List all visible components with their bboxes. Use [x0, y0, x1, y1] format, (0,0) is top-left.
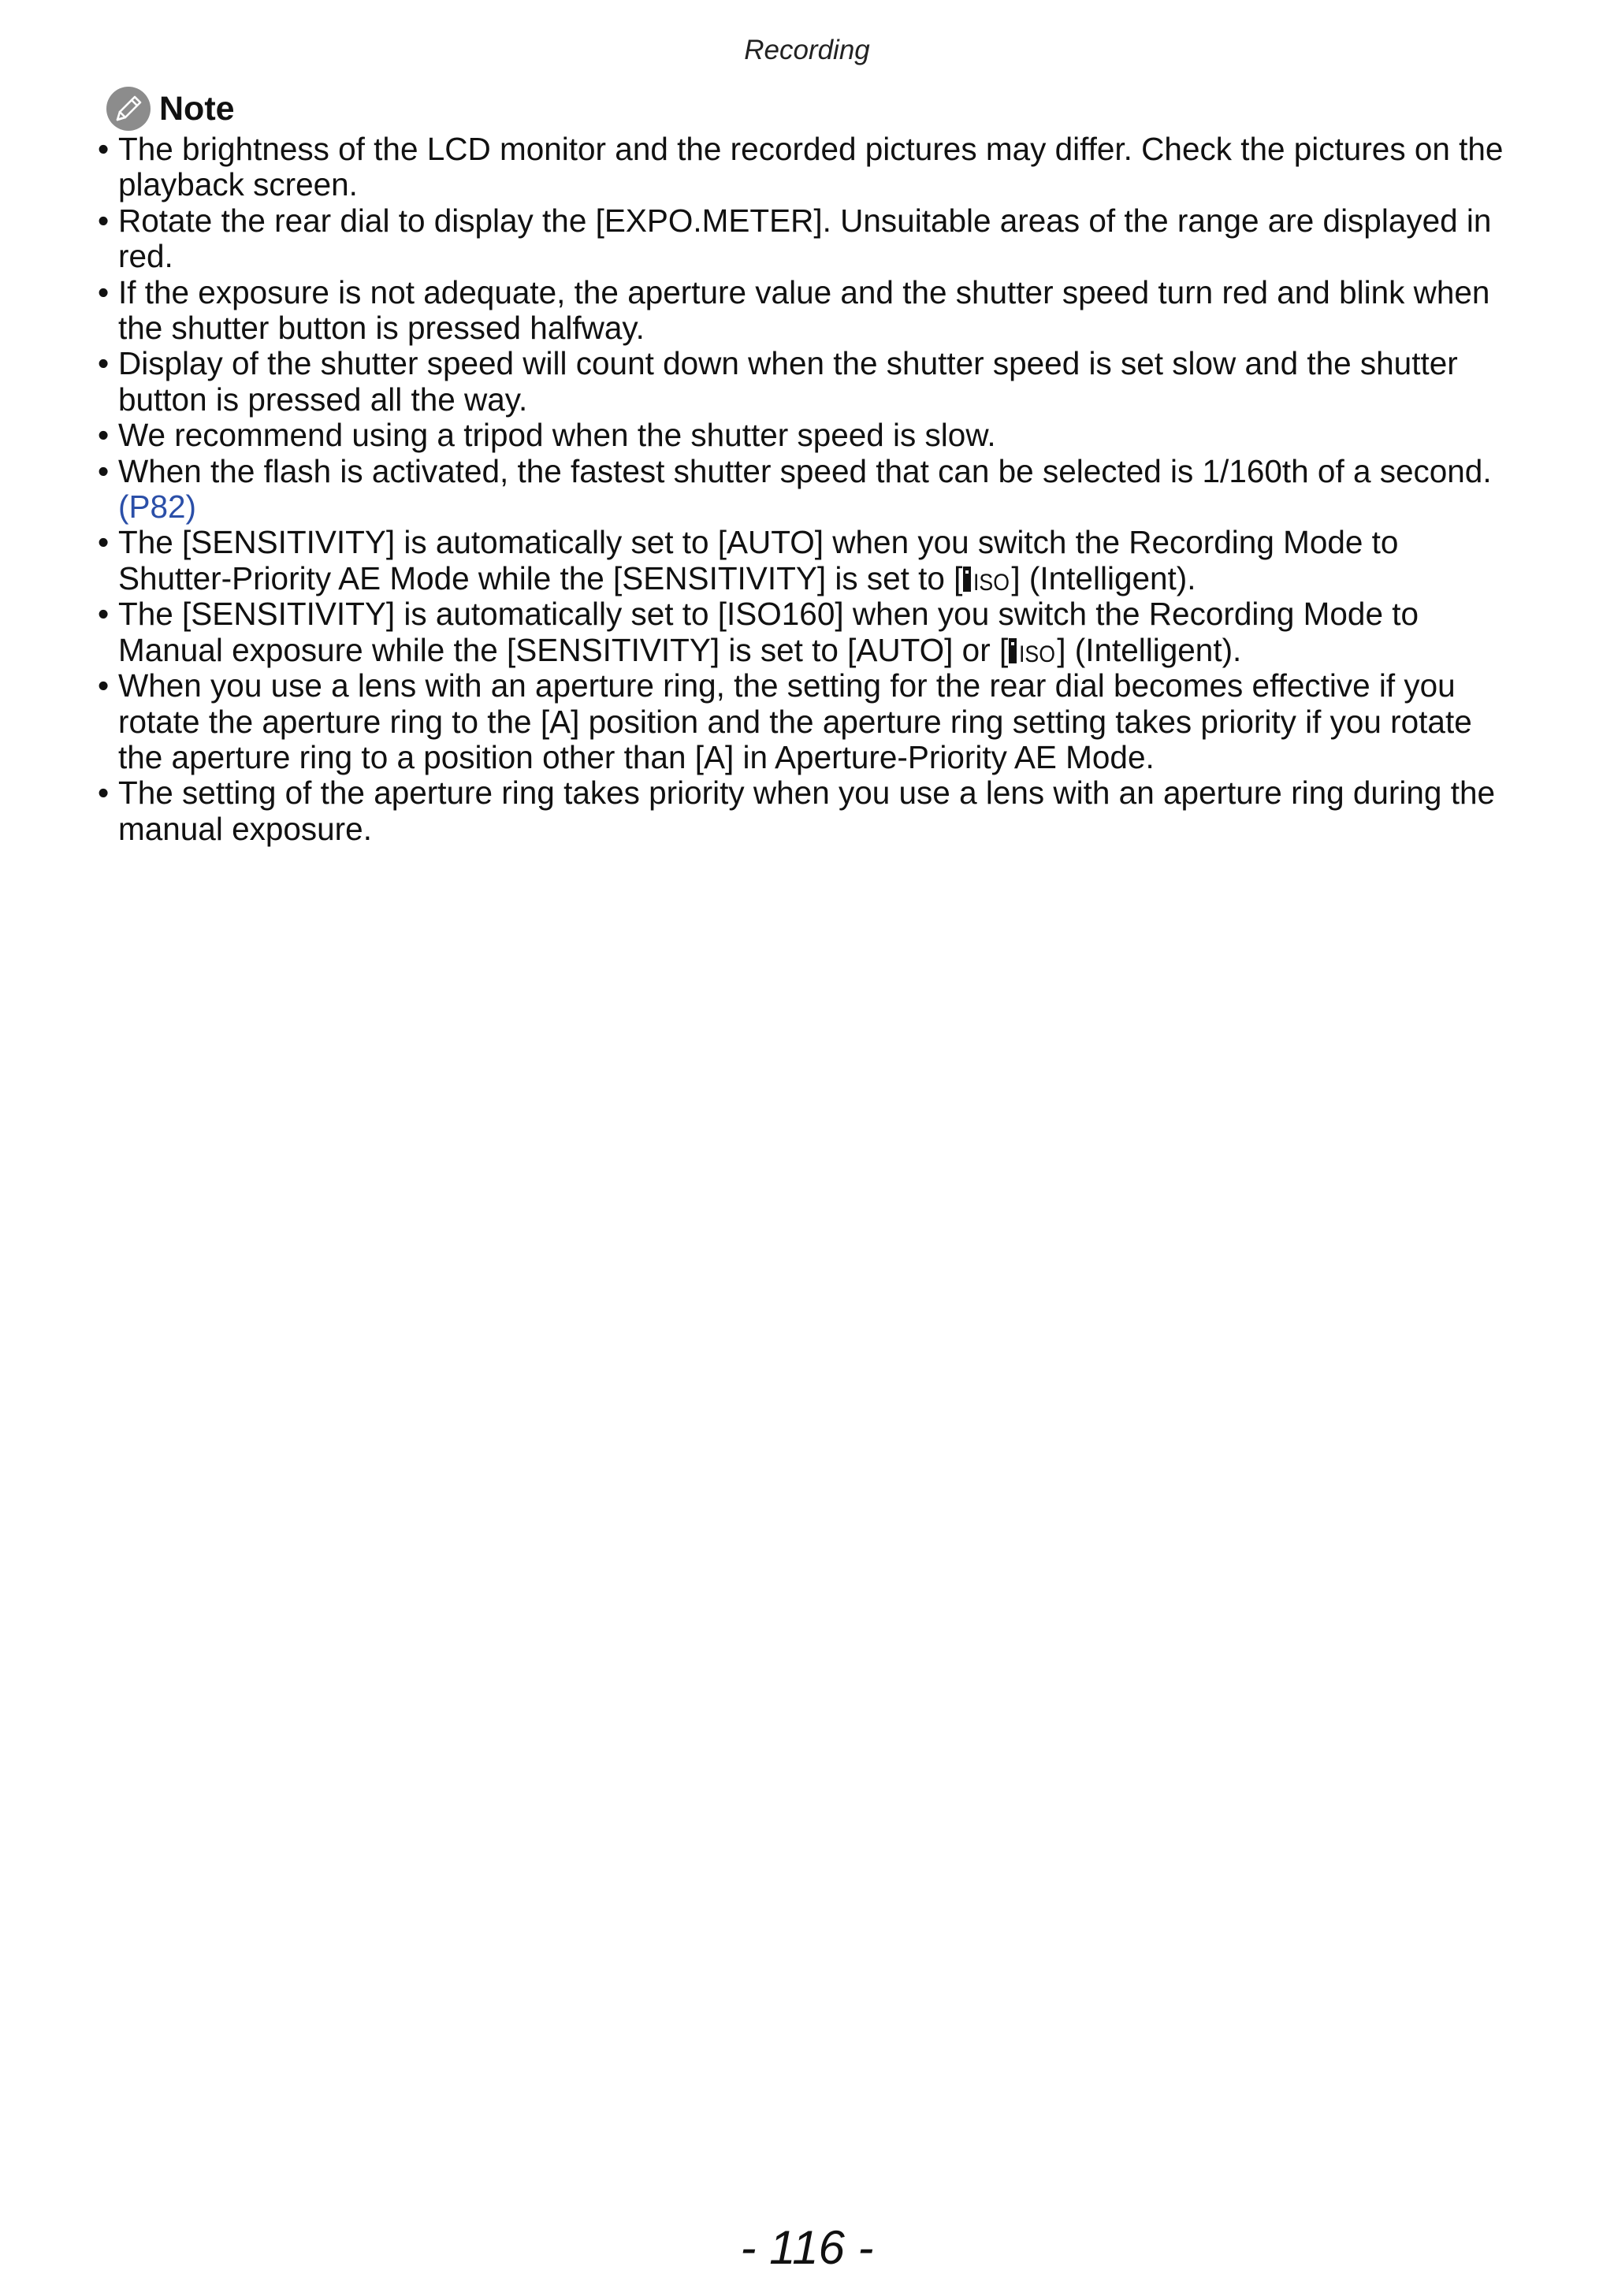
intelligent-iso-icon: [962, 564, 1011, 594]
note-item-text: The brightness of the LCD monitor and the recorded pictures may differ. Check the pictures on the playback screen.: [118, 131, 1504, 203]
intelligent-iso-icon: [1008, 636, 1057, 666]
note-item-text: The [SENSITIVITY] is automatically set to [ISO160] when you switch the Recording Mode to Manual exposure while the [SENSITIVITY] is set to [AUTO] or [: [118, 596, 1419, 668]
note-item-text: If the exposure is not adequate, the aperture value and the shutter speed turn red and blink when the shutter button is pressed halfway.: [118, 273, 1490, 347]
note-item: [98, 596, 1512, 668]
note-item: [98, 132, 1512, 203]
note-item: [98, 775, 1512, 847]
note-item-text: ] (Intelligent).: [1011, 559, 1196, 596]
svg-text:ISO: ISO: [1019, 641, 1056, 666]
page-number: - 116 -: [740, 2221, 874, 2274]
note-item-text: ] (Intelligent).: [1057, 631, 1242, 668]
note-item: [98, 525, 1512, 596]
note-item-text: When the flash is activated, the fastest shutter speed that can be selected is 1/160th of a second.: [118, 452, 1492, 489]
note-item: [98, 454, 1512, 526]
note-item-text: When you use a lens with an aperture ring, the setting for the rear dial becomes effective if you rotate the aperture ring to the [A] position and the aperture ring setting takes priority if you rotate the aperture ring to a position other than [A] in Aperture-Priority AE Mode.: [118, 667, 1472, 775]
pencil-icon: [106, 86, 151, 132]
note-item: [98, 275, 1512, 347]
note-item: [98, 668, 1512, 775]
svg-text:ISO: ISO: [973, 569, 1010, 594]
note-item: [98, 418, 1512, 453]
note-item: [98, 346, 1512, 418]
note-heading: [106, 85, 235, 132]
note-item-text: We recommend using a tripod when the shutter speed is slow.: [118, 417, 996, 454]
note-item-text: Display of the shutter speed will count down when the shutter speed is set slow and the shutter button is pressed all the way.: [118, 345, 1458, 418]
note-item-text: The setting of the aperture ring takes priority when you use a lens with an aperture ring during the manual exposure.: [118, 775, 1495, 847]
note-list: [98, 132, 1512, 847]
note-item: [98, 203, 1512, 275]
note-title: Note: [159, 89, 235, 128]
note-item-text: The [SENSITIVITY] is automatically set to [AUTO] when you switch the Recording Mode to Shutter-Priority AE Mode while the [SENSITIVITY] is set to [: [118, 524, 1399, 596]
running-header: Recording: [744, 35, 870, 65]
note-item-text: Rotate the rear dial to display the [EXPO.METER]. Unsuitable areas of the range are displayed in red.: [118, 202, 1492, 275]
page-reference-link[interactable]: (P82): [118, 489, 197, 526]
